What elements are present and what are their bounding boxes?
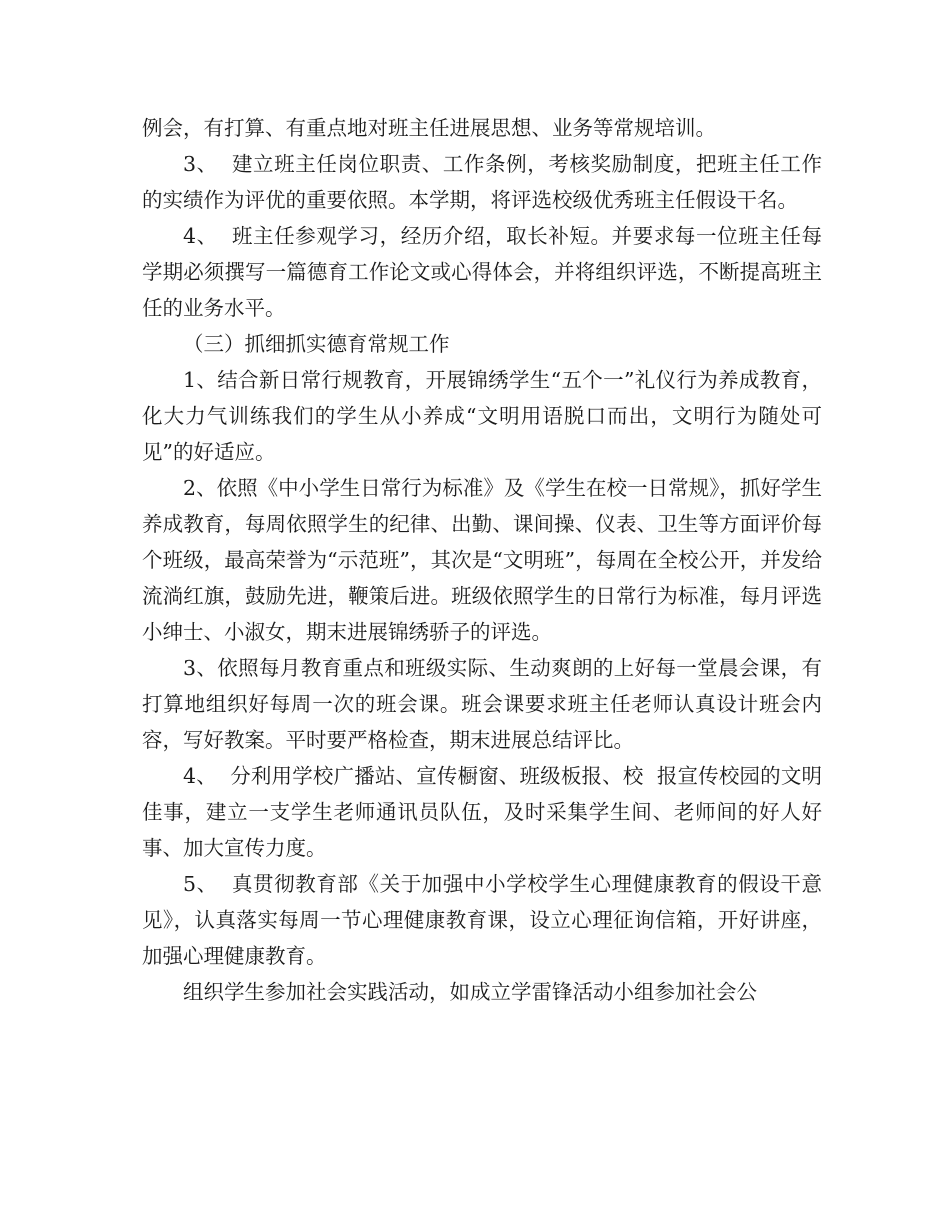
document-body xyxy=(142,110,822,1010)
paragraph-routine-5: 5、 真贯彻教育部《关于加强中小学校学生心理健康教育的假设干意见》，认真落实每周一节心理健康教育课，设立心理征询信箱，开好讲座，加强心理健康教育。 xyxy=(142,872,822,968)
paragraph-routine-1: 1、结合新日常行规教育，开展锦绣学生“五个一”礼仪行为养成教育，化大力气训练我们的学生从小养成“文明用语脱口而出，文明行为随处可见”的好适应。 xyxy=(142,368,822,464)
section-heading: （三）抓细抓实德育常规工作 xyxy=(183,332,450,356)
paragraph-continuation: 例会，有打算、有重点地对班主任进展思想、业务等常规培训。 xyxy=(142,116,716,140)
paragraph-item-3: 3、 建立班主任岗位职责、工作条例，考核奖励制度，把班主任工作的实绩作为评优的重要依照。本学期，将评选校级优秀班主任假设干名。 xyxy=(142,152,822,212)
paragraph-practice: 组织学生参加社会实践活动，如成立学雷锋活动小组参加社会公 xyxy=(183,980,757,1004)
paragraph-routine-4: 4、 分利用学校广播站、宣传橱窗、班级板报、校 报宣传校园的文明佳事，建立一支学生老师通讯员队伍，及时采集学生间、老师间的好人好事、加大宣传力度。 xyxy=(142,764,822,860)
paragraph-item-4: 4、 班主任参观学习，经历介绍，取长补短。并要求每一位班主任每学期必须撰写一篇德育工作论文或心得体会，并将组织评选，不断提高班主任的业务水平。 xyxy=(142,224,822,320)
paragraph-routine-2: 2、依照《中小学生日常行为标准》及《学生在校一日常规》，抓好学生养成教育，每周依照学生的纪律、出勤、课间操、仪表、卫生等方面评价每个班级，最高荣誉为“示范班”，其次是“文明班”，每周在全校公开，并发给流淌红旗，鼓励先进，鞭策后进。班级依照学生的日常行为标准，每月评选小绅士、小淑女，期末进展锦绣骄子的评选。 xyxy=(142,476,822,644)
paragraph-routine-3: 3、依照每月教育重点和班级实际、生动爽朗的上好每一堂晨会课，有打算地组织好每周一次的班会课。班会课要求班主任老师认真设计班会内容，写好教案。平时要严格检查，期末进展总结评比。 xyxy=(142,656,822,752)
